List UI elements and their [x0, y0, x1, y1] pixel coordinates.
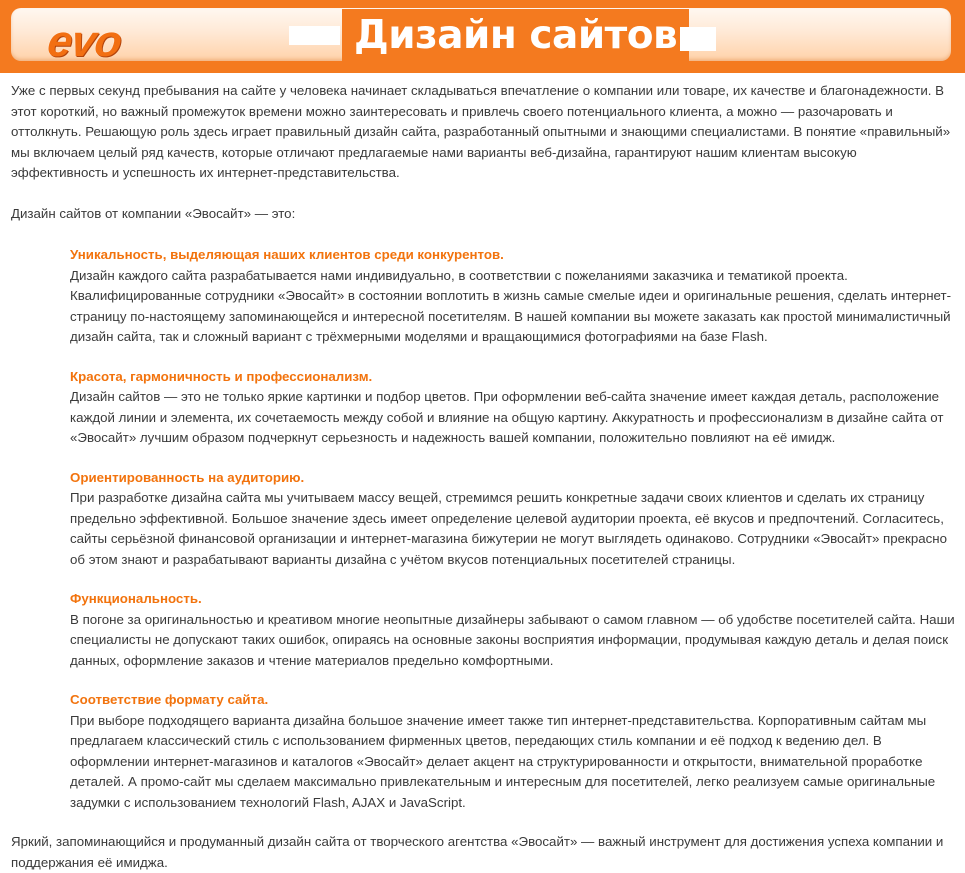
outro-paragraph: Яркий, запоминающийся и продуманный дизайн сайта от творческого агентства «Эвосайт» — важный инструмент для достижения успеха компании и поддержания её имиджа.: [11, 834, 944, 870]
article-body: [11, 81, 956, 873]
feature-item: [70, 367, 956, 449]
feature-title: Красота, гармоничность и профессионализм.: [70, 368, 373, 384]
intro-paragraph: Уже с первых секунд пребывания на сайте у человека начинает складываться впечатление о компании или товаре, их качестве и благонадежности. В этот короткий, но важный промежуток времени можно заинтересовать и привлечь своего потенциального клиента, а можно — разочаровать и оттолкнуть. Решающую роль здесь играет правильный дизайн сайта, разработанный опытными и знающими специалистами. В понятие «правильный» мы включаем целый ряд качеств, которые отличают предлагаемые нами варианты веб-дизайна, гарантируют нашим клиентам высокую эффективность и успешность их интернет-представительства.: [11, 83, 951, 180]
feature-item: [70, 589, 956, 671]
page-title: Дизайн сайтов: [342, 9, 689, 63]
feature-item: [70, 468, 956, 571]
feature-title: Ориентированность на аудиторию.: [70, 469, 305, 485]
feature-text: В погоне за оригинальностью и креативом многие неопытные дизайнеры забывают о самом главном — об удобстве посетителей сайта. Наши специалисты не допускают таких ошибок, опираясь на основные законы восприятия информации, продумывая каждую деталь и делая поиск данных, оформление заказов и чтение материалов предельно комфортными.: [70, 611, 955, 668]
page-header: [0, 0, 965, 73]
feature-text: Дизайн сайтов — это не только яркие картинки и подбор цветов. При оформлении веб-сайта значение имеет каждая деталь, расположение каждой линии и элемента, их сочетаемость между собой и влияние на общую картину. Аккуратность и профессионализм в дизайне сайта от «Эвосайт» лучшим образом подчеркнут серьезность и надежность вашей компании, положительно повлияют на её имидж.: [70, 389, 944, 445]
header-decoration-left: [289, 26, 340, 45]
evo-logo[interactable]: evo: [44, 17, 125, 66]
lead-paragraph: Дизайн сайтов от компании «Эвосайт» — это:: [11, 205, 296, 221]
feature-text: При выборе подходящего варианта дизайна большое значение имеет также тип интернет-представительства. Корпоративным сайтам мы предлагаем классический стиль с использованием фирменных цветов, передающих стиль компании и её подход к ведению дел. В оформлении интернет-магазинов и каталогов «Эвосайт» делает акцент на структурированности и открытости, внимательной проработке деталей. А промо-сайт мы сделаем максимально привлекательным и интересным для посетителей, легко реализуем самые оригинальные задумки с использованием технологий Flash, AJAX и JavaScript.: [70, 712, 936, 810]
feature-title: Уникальность, выделяющая наших клиентов среди конкурентов.: [70, 247, 504, 262]
feature-text: При разработке дизайна сайта мы учитываем массу вещей, стремимся решить конкретные задачи своих клиентов и сделать их страницу предельно эффективной. Большое значение здесь имеет определение целевой аудитории проекта, её вкусов и предпочтений. Согласитесь, сайты серьёзной финансовой организации и интернет-магазина бижутерии не могут выглядеть одинаково. Сотрудники «Эвосайт» прекрасно об этом знают и разрабатывают варианты дизайна с учётом вкусов потенциальных посетителей страницы.: [70, 490, 948, 567]
feature-title: Функциональность.: [70, 591, 202, 606]
header-decoration-right: [680, 27, 716, 51]
feature-item: [70, 245, 956, 348]
feature-text: Дизайн каждого сайта разрабатывается нами индивидуально, в соответствии с пожеланиями заказчика и тематикой проекта. Квалифицированные сотрудники «Эвосайт» в состоянии воплотить в жизнь самые смелые идеи и оригинальные решения, сделать интернет-страницу по-настоящему запоминающейся и интересной посетителям. В нашей компании вы можете заказать как простой минималистичный дизайн сайта, так и сложный вариант с трёхмерными моделями и вращающимися фотографиями на базе Flash.: [70, 267, 952, 344]
feature-title: Соответствие формату сайта.: [70, 692, 269, 707]
feature-item: [70, 690, 956, 813]
